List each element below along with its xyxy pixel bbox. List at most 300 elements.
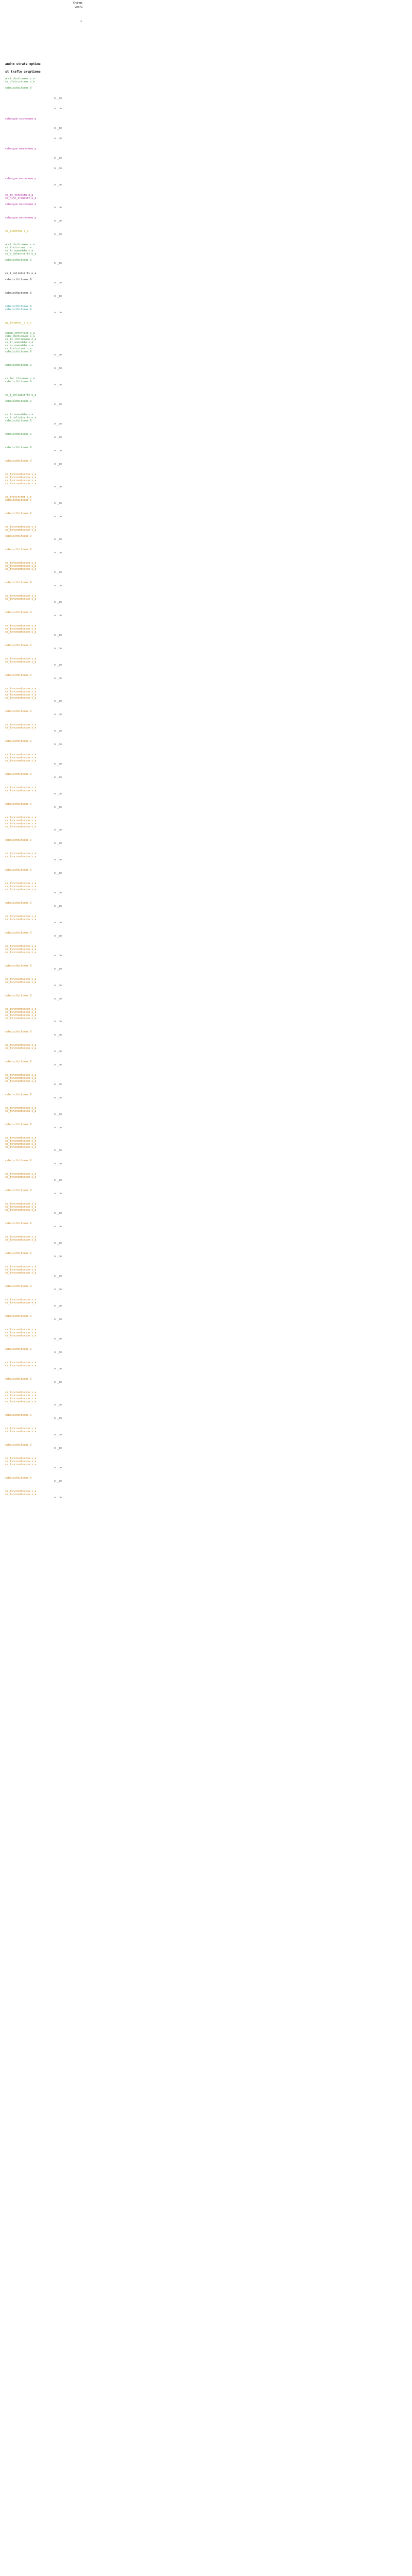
log-line: ce_cletrcsrtrer o_e [5, 80, 35, 83]
log-entry [5, 1235, 62, 1245]
log-entry [5, 1137, 62, 1152]
log-line: cabsicctbitssoe 9 [5, 964, 32, 968]
log-line: cs_tsncnsntsssoe s_a [5, 951, 37, 954]
log-line: cabsicctbitssoe 9 [5, 1189, 32, 1192]
log-line: cs_tsncnsntsssoe s_a [5, 1047, 37, 1050]
log-entry [5, 786, 62, 795]
log-line: cs_tsncnsntsssoe s_a [5, 1400, 37, 1403]
log-line: cabsicctbitssoe 9 [5, 839, 32, 842]
log-line: cs_tsncnsntsssoe s_a [5, 697, 37, 700]
log-line-status: o _ce [54, 858, 62, 861]
log-entry [5, 292, 62, 298]
log-line: cs_tsncnsntsssoe s_a [5, 1427, 37, 1430]
log-line: cabsicctbitssoe 9 [5, 1477, 32, 1480]
log-line: cabsicctbitssoe 9 [5, 902, 32, 905]
log-line-status: o _ce [54, 311, 62, 314]
log-line: cs_tsncnsntsssoe s_a [5, 882, 37, 885]
log-line: cs_tsncnsntsssoe s_a [5, 1430, 37, 1433]
header-line-2: Ceoru [74, 6, 82, 9]
log-line-status: o _ce [54, 891, 62, 894]
log-line-status: o _ce [54, 1149, 62, 1152]
log-line: cabssgsm escnedeee p [5, 203, 37, 206]
log-line: cabsicctbitssoe 9 [5, 1378, 32, 1381]
log-line: cabsicctbitssoe 9 [5, 674, 32, 677]
log-line-status: o _ce [54, 219, 62, 223]
log-entry [5, 97, 62, 100]
log-entry [5, 869, 62, 875]
log-line-status: o _ce [54, 422, 62, 426]
log-line: cs_tsncnsntsssoe s_a [5, 687, 37, 690]
log-entry [5, 107, 62, 110]
log-entry [5, 548, 62, 554]
log-entry [5, 243, 62, 265]
log-line-status: o _ce [54, 828, 62, 832]
log-line: cs_tsncnsntsssoe s_a [5, 1074, 37, 1077]
log-line-status: o _ce [54, 137, 62, 140]
log-entry [5, 137, 62, 140]
log-line: cs_tsncnsntsssoe s_a [5, 1493, 37, 1496]
log-line-status: o _ce [54, 281, 62, 284]
log-entry [5, 1044, 62, 1053]
log-line: cs_tsncnsntsssoe s_a [5, 819, 37, 822]
log-line: cabsicctbitssoe 9 [5, 931, 32, 935]
log-line: cs_tsncnsntsssoe s_a [5, 978, 37, 981]
log-line: cs_tr_enensbfn s_a [5, 249, 33, 252]
log-line: cabsicctbitssoe 9 [5, 869, 32, 872]
log-line: cs_tsncnsntsssoe s_a [5, 1044, 37, 1047]
log-heading-1: and-m strate optime [5, 62, 41, 66]
log-line: cabsicctbitssoe 9 [5, 548, 32, 551]
log-line: cs_tsncnsntsssoe s_a [5, 1301, 37, 1304]
log-line-status: o _ce [54, 677, 62, 680]
log-line: cs_tsncnsntsssoe s_a [5, 476, 37, 479]
log-line: cs_tsncnsntsssoe s_a [5, 690, 37, 693]
log-line: cs_tsncnsntsssoe s_a [5, 624, 37, 628]
log-entry [5, 167, 62, 170]
log-heading-2: st trafle aruptione [5, 70, 41, 74]
log-entry [5, 1265, 62, 1278]
log-line-status: o _ce [54, 1113, 62, 1116]
log-line: cs_tsncnsntsssoe s_a [5, 565, 37, 568]
log-line: cs_tr_enensbfn s_a [5, 341, 33, 344]
log-line-status: o _ce [54, 262, 62, 265]
log-line: cs_tsncnsntsssoe s_a [5, 1176, 37, 1179]
log-entry [5, 446, 62, 452]
log-entry [5, 1030, 62, 1037]
log-line: cs_tsncnsntsssoe s_a [5, 753, 37, 756]
log-line: cs_tsncnsntsssoe s_a [5, 1202, 37, 1206]
log-line: cabsicctbitssoe 9 [5, 308, 32, 311]
log-entry [5, 147, 62, 160]
log-line: cs_tsncnsntsssoe s_a [5, 1173, 37, 1176]
log-line-status: o _ce [54, 1447, 62, 1450]
log-line: cs_tsncnsntsssoe s_a [5, 948, 37, 951]
log-entry [5, 803, 62, 809]
log-line-status: o _ce [54, 905, 62, 908]
log-line: cabsn_ctns=tsst o_a [5, 332, 35, 335]
log-line: cabsicctbitssoe 9 [5, 460, 32, 463]
log-line-status: o _ce [54, 1192, 62, 1195]
log-line-status: o _ce [54, 806, 62, 809]
log-entry [5, 964, 62, 971]
log-line: cs_tsncnsntsssoe s_a [5, 1011, 37, 1014]
log-entry [5, 994, 62, 1001]
log-line: cs_tsncnsntsssoe s_a [5, 1017, 37, 1020]
log-entry [5, 1490, 62, 1499]
log-line: cs_tsncnsntsssoe s_a [5, 693, 37, 697]
log-line-status: o _ce [54, 1275, 62, 1278]
log-line-status: o _ce [54, 353, 62, 357]
log-line-status: o _ce [54, 1126, 62, 1129]
log-entry [5, 773, 62, 779]
log-line: cs_tsncnsntsssoe s_a [5, 1298, 37, 1301]
log-line: cs_tsncnsntsssoe s_a [5, 657, 37, 660]
log-line-status: o _ce [54, 601, 62, 604]
log-line-status: o _ce [54, 1403, 62, 1406]
log-entry [5, 581, 62, 587]
log-line: cs_tsncnsntsssoe s_a [5, 825, 37, 828]
log-line-status: o _ce [54, 1318, 62, 1321]
log-line: cs_tsncnsntsssoe s_a [5, 756, 37, 759]
log-entry [5, 562, 62, 574]
log-line: cabsicctbitssoe 9 [5, 535, 32, 538]
log-line-status: o _ce [54, 367, 62, 370]
log-line: cabsicctbitssoe 9 [5, 499, 32, 502]
log-entry [5, 611, 62, 617]
log-entry [5, 915, 62, 924]
log-line-status: o _ce [54, 1255, 62, 1258]
log-line-status: o _ce [54, 295, 62, 298]
log-line: cs_tsncnsntsssoe s_a [5, 945, 37, 948]
log-line: cabssgsm cosnedeee p [5, 117, 37, 121]
log-line-status: o _ce [54, 436, 62, 439]
log-line: cabsicctbitssoe 9 [5, 1030, 32, 1033]
log-line: cabsicctbitssoe 9 [5, 364, 32, 367]
log-line-status: o _ce [54, 1381, 62, 1384]
log-line: cs_tsncnsntsssoe s_a [5, 786, 37, 789]
log-entry [5, 882, 62, 894]
log-entry [5, 394, 62, 406]
log-line: cs_t_cnlinisrrts o_a [5, 394, 37, 397]
log-line: cs_tsncnsntsssoe s_a [5, 981, 37, 984]
log-line-status: o _ce [54, 1083, 62, 1086]
log-entry [5, 852, 62, 861]
log-line: cabsicctbitssoe 9 [5, 380, 32, 383]
log-line-status: o _ce [54, 968, 62, 971]
log-entry [5, 595, 62, 604]
log-line: cabsicctbitssoe 9 [5, 773, 32, 776]
log-entry [5, 413, 62, 426]
log-line: ce_tretsrtrer o_e [5, 347, 32, 350]
log-line-status: o _ce [54, 1033, 62, 1037]
log-line: cs_tsncnsntsssoe s_a [5, 1391, 37, 1394]
header-line-1: Change [73, 2, 82, 5]
log-line-status: o _ce [54, 463, 62, 466]
log-line-status: o _ce [54, 97, 62, 100]
log-entry [5, 1093, 62, 1099]
log-line: cs_tsncnsntsssoe s_a [5, 473, 37, 476]
log-line: cabssgsm escnedeee p [5, 216, 37, 219]
log-line: cs_tr_enensbfn s_a [5, 413, 33, 416]
log-line: ce_tretsrtrer o_e [5, 246, 32, 249]
log-line: cabsicctbitssoe 9 [5, 1414, 32, 1417]
log-entry [5, 1348, 62, 1354]
log-line: cs_tsncnsntsssoe s_a [5, 1137, 37, 1140]
log-line: cs_tsncnsntsssoe s_a [5, 1143, 37, 1146]
log-line: cabsicctbitssoe 9 [5, 611, 32, 614]
log-entry [5, 1285, 62, 1291]
log-line-status: o _ce [54, 1063, 62, 1066]
log-line: anct_cbotioowee s_a [5, 243, 35, 246]
log-line: cs_tsncnsntsssoe s_a [5, 1239, 37, 1242]
log-line: cabsicctbitssoe 9 [5, 1315, 32, 1318]
log-line: cs_tsncnsntsssoe s_a [5, 918, 37, 921]
log-line: cs_tsncnsntsssoe s_a [5, 1331, 37, 1334]
log-line: cs_tsncnsntsssoe s_a [5, 852, 37, 855]
log-line: cabsicctbitssoe 9 [5, 292, 32, 295]
log-line: cs_tsncnsntsssoe s_a [5, 660, 37, 664]
log-line-status: o _ce [54, 485, 62, 488]
log-entry [5, 177, 62, 187]
log-line-status: o _ce [54, 1020, 62, 1023]
log-line-status: o _ce [54, 538, 62, 541]
log-line: cs_inc_ttsnasoe s_a [5, 377, 35, 380]
log-entry [5, 644, 62, 650]
log-line: cs_tsncnsntsssoe s_a [5, 1080, 37, 1083]
log-entry [5, 710, 62, 716]
log-line: cabssgsm escnedeee p [5, 177, 37, 180]
log-line: cabsicctbitssoe 9 [5, 581, 32, 584]
log-entry [5, 1008, 62, 1023]
log-line: cabsicctbitssoe 9 [5, 419, 32, 422]
log-line: cs_a_cnlmcnsrrts o_a [5, 252, 37, 256]
log-line: cs_tsncnsntsssoe s_a [5, 568, 37, 571]
log-line-status: o _ce [54, 872, 62, 875]
log-line: cs_tsncnsntsssoe s_a [5, 595, 37, 598]
log-line-status: o _ce [54, 515, 62, 518]
log-line: cs_tsncnsntsssoe s_a [5, 915, 37, 918]
log-line: cs_is_itbtresnsn o_a [5, 338, 37, 341]
log-line-status: o _ce [54, 1288, 62, 1291]
log-line: cabsicctbitssoe 9 [5, 994, 32, 997]
log-entry [5, 1060, 62, 1066]
log-line: ce_tretsrtrer o_e [5, 496, 32, 499]
log-entry [5, 332, 62, 357]
log-line: cs_tsncnsntsssoe s_a [5, 822, 37, 825]
log-line: cs_tsncnsntsssoe s_a [5, 1268, 37, 1272]
log-line-status: o _ce [54, 383, 62, 386]
log-entry [5, 1457, 62, 1469]
log-line: cabsicctbitssoe 9 [5, 1285, 32, 1288]
log-line-status: o _ce [54, 167, 62, 170]
log-line-status: o _ce [54, 1050, 62, 1053]
log-line-status: o _ce [54, 1351, 62, 1354]
log-line-status: o _ce [54, 700, 62, 703]
log-entry [5, 272, 62, 284]
log-entry [5, 1361, 62, 1370]
log-entry [5, 1444, 62, 1450]
log-line: cabsicctbitssoe 9 [5, 1222, 32, 1225]
log-line: cs_tsncnsntsssoe s_a [5, 479, 37, 482]
log-line: cabsicctbitssoe 9 [5, 644, 32, 647]
log-line-status: o _ce [54, 664, 62, 667]
log-entry [5, 117, 62, 130]
log-line: cs_tsncnsntsssoe s_a [5, 1394, 37, 1397]
log-line: cs_tsncnsntsssoe s_a [5, 1397, 37, 1400]
log-entry [5, 1328, 62, 1341]
status-dot-icon: • [80, 19, 82, 24]
log-line: cs_tsncnsntsssoe s_a [5, 789, 37, 792]
log-line-status: o _ce [54, 1417, 62, 1420]
log-line: cs_tsncnsntsssoe s_a [5, 759, 37, 762]
log-line: cs_tsncnsntsssoe s_a [5, 723, 37, 726]
log-line-status: o _ce [54, 1496, 62, 1499]
log-entry [5, 1391, 62, 1406]
log-entry [5, 1173, 62, 1182]
log-entry [5, 433, 62, 439]
log-entry [5, 77, 62, 90]
log-line-status: o _ce [54, 762, 62, 766]
log-line-status: o _ce [54, 1162, 62, 1165]
log-line: cabsicctbitssoe 9 [5, 350, 32, 353]
log-line: anct_cbotioowee s_a [5, 77, 35, 80]
log-entry [5, 945, 62, 957]
log-line: cs_rs_enensbfn s_a [5, 344, 33, 347]
log-line: cs_tsncnsntsssoe s_a [5, 1364, 37, 1367]
log-line: cs_tsncnsntsssoe s_a [5, 726, 37, 730]
log-entry [5, 305, 62, 314]
log-line-status: o _ce [54, 743, 62, 746]
log-line: cabsicctbitssoe 9 [5, 1123, 32, 1126]
log-line: cs_tsncnsntsssoe s_a [5, 1328, 37, 1331]
log-entry [5, 839, 62, 845]
log-line-status: o _ce [54, 1367, 62, 1370]
log-line: cabsicctbitssoe 9 [5, 1348, 32, 1351]
log-entry [5, 1189, 62, 1195]
log-line: ag_tsnaesn__c a_c [5, 321, 32, 325]
log-entry [5, 1477, 62, 1483]
log-entry [5, 230, 62, 236]
log-entry [5, 723, 62, 733]
log-line: cs_tsncnsntsssoe s_a [5, 1460, 37, 1463]
log-line: cs_tsncnsntsssoe s_a [5, 1272, 37, 1275]
log-line: cabsicctbitssoe 9 [5, 278, 32, 281]
log-line: cabsicctbitssoe 9 [5, 259, 32, 262]
log-line: cabsicctbitssoe 9 [5, 446, 32, 449]
log-line-status: o _ce [54, 449, 62, 452]
log-entry [5, 740, 62, 746]
log-line: cs_hinc_irsnesrt o_a [5, 197, 37, 200]
log-entry [5, 1315, 62, 1321]
log-line-status: o _ce [54, 1242, 62, 1245]
log-line-status: o _ce [54, 776, 62, 779]
log-entry [5, 1074, 62, 1086]
log-entry [5, 1202, 62, 1215]
log-entry [5, 321, 62, 325]
log-line: cabsicctbitssoe 9 [5, 400, 32, 403]
log-line-status: o _ce [54, 921, 62, 924]
log-entry [5, 496, 62, 505]
log-entry [5, 687, 62, 703]
log-line: cs_tsncnsntsssoe s_a [5, 1110, 37, 1113]
log-line-status: o _ce [54, 233, 62, 236]
log-entry [5, 1252, 62, 1258]
log-entry [5, 377, 62, 386]
log-line-status: o _ce [54, 1433, 62, 1436]
log-line-status: o _ce [54, 571, 62, 574]
log-entry [5, 364, 62, 370]
log-line: cs_tsncnsntsssoe s_a [5, 628, 37, 631]
log-line-status: o _ce [54, 1337, 62, 1341]
log-line: cs_tsncnsntsssoe s_a [5, 1014, 37, 1017]
log-line: cs_tsncnsntsssoe s_a [5, 1209, 37, 1212]
log-entry [5, 816, 62, 832]
log-line-status: o _ce [54, 1096, 62, 1099]
log-line: cs_tsncnsntsssoe s_a [5, 1361, 37, 1364]
log-entry [5, 1414, 62, 1420]
log-line-status: o _ce [54, 183, 62, 187]
log-line: cs_tsncnsntsssoe s_a [5, 1235, 37, 1239]
log-line: cabsicctbitssoe 9 [5, 512, 32, 515]
log-entry [5, 194, 62, 209]
log-line-status: o _ce [54, 792, 62, 795]
log-line-status: o _ce [54, 984, 62, 987]
log-line-status: o _ce [54, 1225, 62, 1228]
log-line-status: o _ce [54, 551, 62, 554]
log-entry [5, 978, 62, 987]
log-line: cs_tsncnsntsssoe s_a [5, 816, 37, 819]
log-line: cs_tsncnsntsssoe s_a [5, 1490, 37, 1493]
log-line: cabsicctbitssoe 9 [5, 1159, 32, 1162]
log-line: cabsicctbitssoe 9 [5, 1252, 32, 1255]
log-entry [5, 526, 62, 541]
log-line-status: o _ce [54, 997, 62, 1001]
log-line-status: o _ce [54, 614, 62, 617]
log-line-status: o _ce [54, 935, 62, 938]
log-line: cs_ciontnoe s_a [5, 230, 29, 233]
log-line: cs_tsncnsntsssoe s_a [5, 1206, 37, 1209]
log-entry [5, 931, 62, 938]
log-line: cs_tsncnsntsssoe s_a [5, 1457, 37, 1460]
log-line: cabsicctbitssoe 9 [5, 740, 32, 743]
log-line-status: o _ce [54, 713, 62, 716]
log-line: cs_tsncnsntsssoe s_a [5, 482, 37, 485]
log-line-status: o _ce [54, 1480, 62, 1483]
log-line-status: o _ce [54, 1179, 62, 1182]
log-entry [5, 473, 62, 488]
log-output [5, 62, 62, 1506]
log-line-status: o _ce [54, 1304, 62, 1308]
log-line: cabssgsm esnnedeee p [5, 147, 37, 150]
log-line: cabsicctbitssoe 9 [5, 803, 32, 806]
log-line: cs_tsncnsntsssoe s_a [5, 1077, 37, 1080]
log-entry [5, 512, 62, 518]
log-line: ce_i_cnlinisrrts o_a [5, 272, 37, 275]
log-entry [5, 902, 62, 908]
log-entry [5, 1123, 62, 1129]
log-line: cs_tsncnsntsssoe s_a [5, 888, 37, 891]
log-line-status: o _ce [54, 403, 62, 406]
log-line: cs_tsncnsntsssoe s_a [5, 885, 37, 888]
log-line: cs_tsncnsntsssoe s_a [5, 562, 37, 565]
log-line: cabsicctbitssoe 9 [5, 433, 32, 436]
log-line-status: o _ce [54, 107, 62, 110]
log-line-status: o _ce [54, 502, 62, 505]
log-entry [5, 657, 62, 667]
log-entry [5, 674, 62, 680]
log-entry [5, 1107, 62, 1116]
log-line: cs_tsncnsntsssoe s_a [5, 1107, 37, 1110]
